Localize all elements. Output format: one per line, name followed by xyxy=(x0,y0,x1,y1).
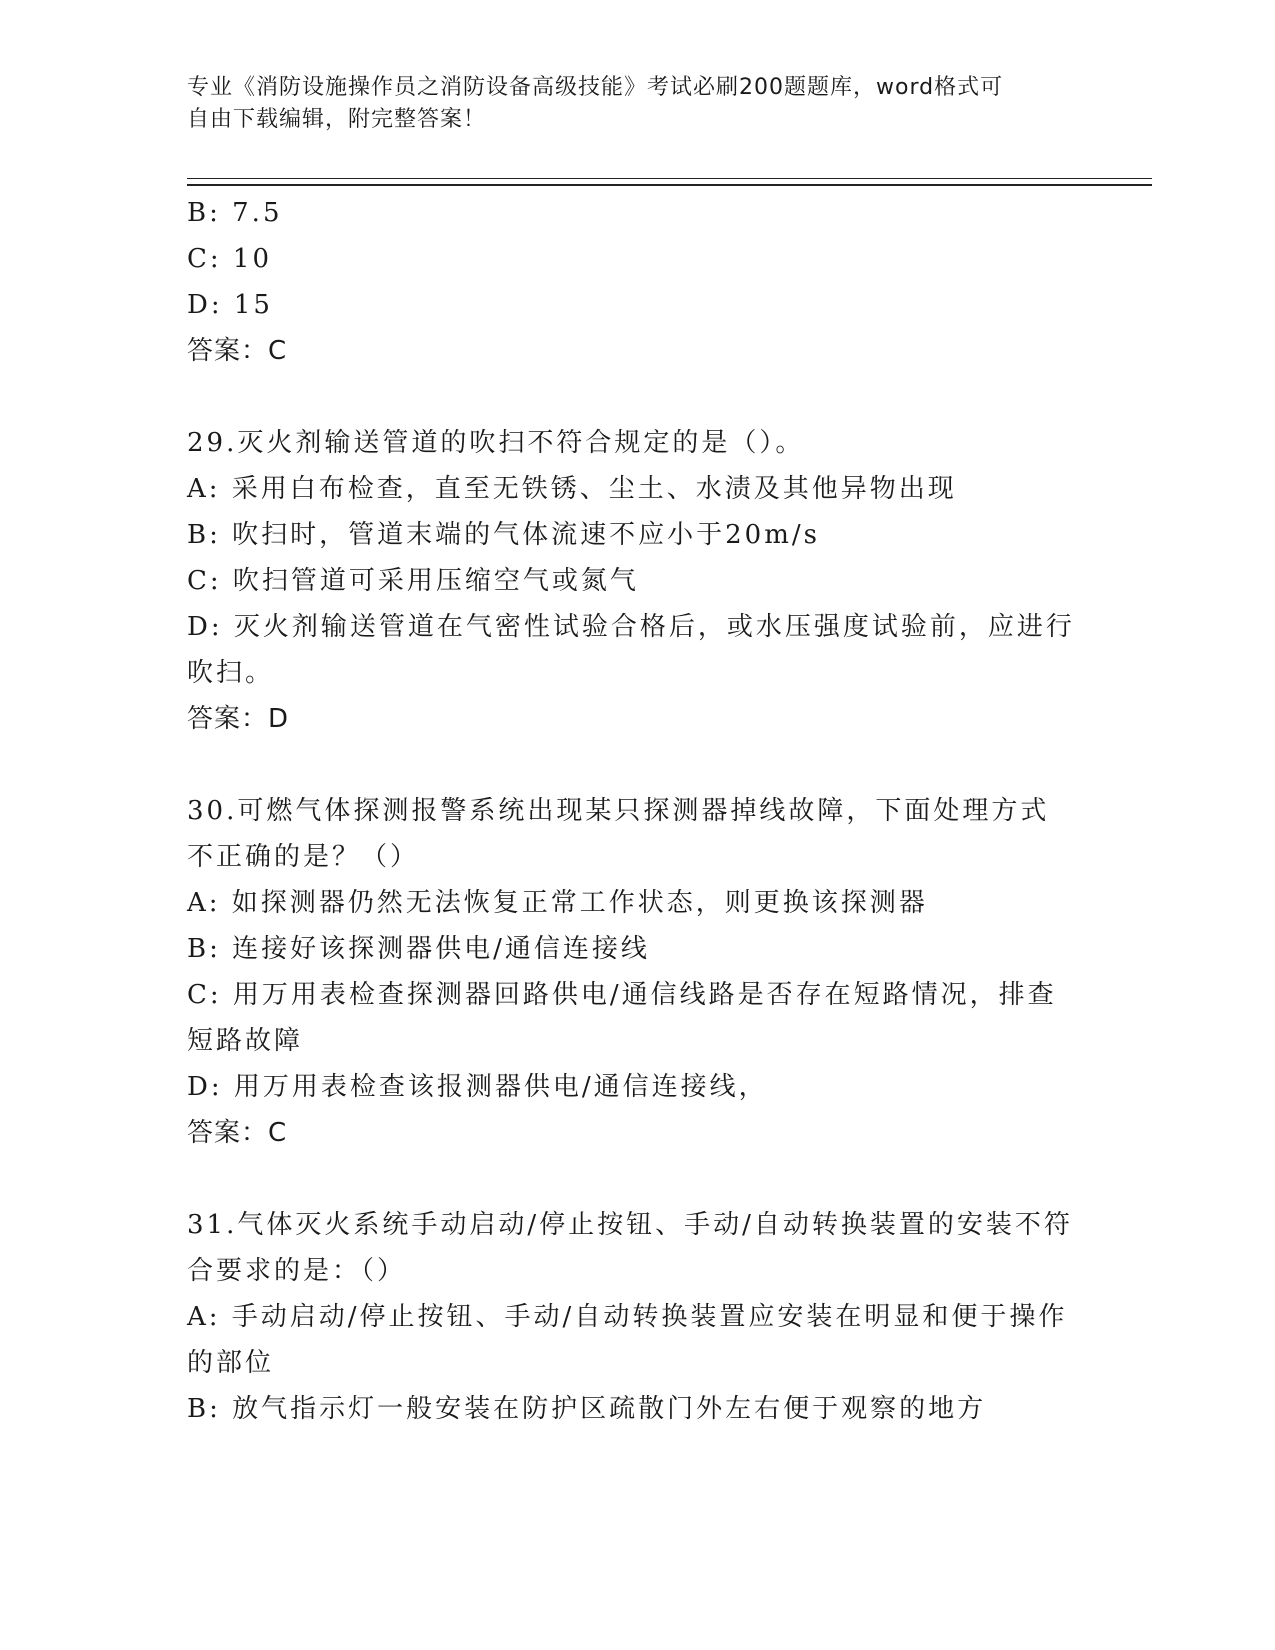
option-b: B: 吹扫时，管道末端的气体流速不应小于20m/s xyxy=(187,520,820,550)
header-divider xyxy=(187,178,1152,186)
header-title-line-2: 自由下载编辑，附完整答案！ xyxy=(187,107,487,132)
option-c: C: 用万用表检查探测器回路供电/通信线路是否存在短路情况，排查短路故障 xyxy=(187,980,1057,1056)
option-b: B: 放气指示灯一般安装在防护区疏散门外左右便于观察的地方 xyxy=(187,1394,987,1424)
question-stem: 30.可燃气体探测报警系统出现某只探测器掉线故障，下面处理方式不正确的是？（） xyxy=(187,796,1050,872)
document-body xyxy=(187,190,1077,1432)
option-b: B: 7.5 xyxy=(187,198,283,228)
spacer xyxy=(187,374,1077,420)
page-header xyxy=(187,72,1067,136)
spacer xyxy=(187,1156,1077,1202)
question-30 xyxy=(187,788,1077,1156)
option-a: A: 手动启动/停止按钮、手动/自动转换装置应安装在明显和便于操作的部位 xyxy=(187,1302,1068,1378)
question-31 xyxy=(187,1202,1077,1432)
header-title-line-1: 专业《消防设施操作员之消防设备高级技能》考试必刷200题题库，word格式可 xyxy=(187,75,1004,100)
option-b: B: 连接好该探测器供电/通信连接线 xyxy=(187,934,650,964)
option-a: A: 如探测器仍然无法恢复正常工作状态，则更换该探测器 xyxy=(187,888,928,918)
answer-line: 答案：C xyxy=(187,1118,288,1148)
question-28-tail xyxy=(187,190,1077,374)
spacer xyxy=(187,742,1077,788)
answer-line: 答案：C xyxy=(187,336,288,366)
question-stem: 31.气体灭火系统手动启动/停止按钮、手动/自动转换装置的安装不符合要求的是：（） xyxy=(187,1210,1073,1286)
option-d: D: 用万用表检查该报测器供电/通信连接线， xyxy=(187,1072,768,1102)
question-stem: 29.灭火剂输送管道的吹扫不符合规定的是（）。 xyxy=(187,428,805,458)
answer-line: 答案：D xyxy=(187,704,290,734)
option-c: C: 吹扫管道可采用压缩空气或氮气 xyxy=(187,566,639,596)
option-d: D: 15 xyxy=(187,290,273,320)
question-29 xyxy=(187,420,1077,742)
option-d: D: 灭火剂输送管道在气密性试验合格后，或水压强度试验前，应进行吹扫。 xyxy=(187,612,1075,688)
option-c: C: 10 xyxy=(187,244,273,274)
option-a: A: 采用白布检查，直至无铁锈、尘土、水渍及其他异物出现 xyxy=(187,474,957,504)
